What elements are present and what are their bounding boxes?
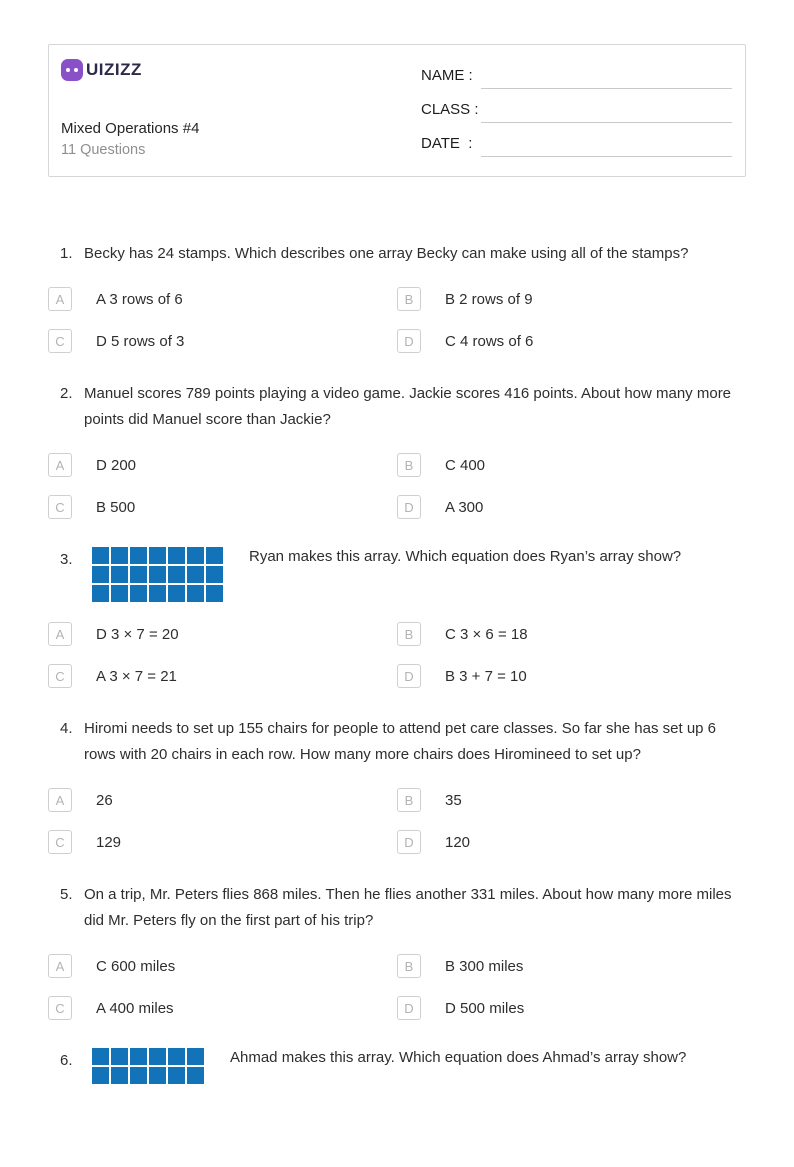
student-info-fields	[421, 55, 732, 157]
question-2	[48, 381, 746, 519]
question-number: 6.	[60, 1052, 73, 1069]
question-3	[48, 547, 746, 688]
option-text: B 300 miles	[445, 957, 524, 975]
option	[48, 495, 397, 519]
option-text: 120	[445, 833, 471, 851]
option-text: 35	[445, 791, 462, 809]
option-letter-box: B	[397, 788, 421, 812]
question-number: 3.	[60, 551, 73, 568]
option	[48, 788, 397, 812]
option	[397, 954, 746, 978]
option	[397, 996, 746, 1020]
option-text: D 5 rows of 3	[96, 332, 185, 350]
quizizz-logo-text: UIZIZZ	[86, 60, 142, 79]
option-letter-box: D	[397, 996, 421, 1020]
option-text: A 300	[445, 498, 484, 516]
question-3-row	[48, 547, 746, 602]
option-text: C 4 rows of 6	[445, 332, 534, 350]
class-field-row	[421, 89, 732, 123]
question-number: 4.	[60, 720, 73, 737]
option	[48, 287, 397, 311]
option-letter-box: A	[48, 788, 72, 812]
option-text: C 400	[445, 456, 486, 474]
question-text: Manuel scores 789 points playing a video game. Jackie scores 416 points. About how many more points did Manuel score than Jackie?	[84, 385, 732, 428]
option	[48, 830, 397, 854]
question-4	[48, 716, 746, 854]
option-text: D 3 × 7 = 20	[96, 625, 179, 643]
option-letter-box: C	[48, 996, 72, 1020]
option	[48, 453, 397, 477]
question-text: Becky has 24 stamps. Which describes one array Becky can make using all of the stamps?	[84, 245, 689, 262]
option-text: C 600 miles	[96, 957, 176, 975]
option-text: B 3 + 7 = 10	[445, 667, 527, 685]
option-letter-box: D	[397, 329, 421, 353]
question-number: 2.	[60, 385, 73, 402]
option-text: B 500	[96, 498, 136, 516]
quizizz-logo-icon	[61, 59, 83, 81]
question-1-row	[48, 241, 746, 267]
option-letter-box: D	[397, 495, 421, 519]
quiz-question-count: 11 Questions	[61, 142, 146, 158]
worksheet-page	[0, 44, 794, 1084]
option-text: D 200	[96, 456, 137, 474]
question-content	[84, 547, 746, 602]
option-letter-box: A	[48, 453, 72, 477]
option	[48, 622, 397, 646]
class-field-line	[481, 122, 732, 123]
option-letter-box: C	[48, 830, 72, 854]
question-text: Ryan makes this array. Which equation does Ryan’s array show?	[249, 548, 682, 565]
question-3-options	[48, 622, 746, 688]
option	[397, 329, 746, 353]
question-4-row	[48, 716, 746, 768]
question-5-options	[48, 954, 746, 1020]
date-field-label: DATE :	[421, 135, 473, 152]
option-text: 26	[96, 791, 113, 809]
option-text: C 3 × 6 = 18	[445, 625, 528, 643]
option-letter-box: D	[397, 664, 421, 688]
option-letter-box: C	[48, 329, 72, 353]
option-letter-box: B	[397, 453, 421, 477]
option	[48, 996, 397, 1020]
option	[397, 788, 746, 812]
question-6-row	[48, 1048, 746, 1084]
question-1-options	[48, 287, 746, 353]
option-letter-box: A	[48, 287, 72, 311]
question-number: 5.	[60, 886, 73, 903]
question-content	[84, 1048, 746, 1084]
question-5-row	[48, 882, 746, 934]
date-field-line	[481, 156, 732, 157]
name-field-row	[421, 55, 732, 89]
class-field-label: CLASS :	[421, 101, 479, 118]
question-5	[48, 882, 746, 1020]
question-text: Hiromi needs to set up 155 chairs for people to attend pet care classes. So far she has set up 6 rows with 20 chairs in each row. How many more chairs does Hiromineed to set up?	[84, 720, 717, 763]
question-6	[48, 1048, 746, 1084]
option	[397, 830, 746, 854]
option-letter-box: C	[48, 495, 72, 519]
option-letter-box: B	[397, 622, 421, 646]
option-letter-box: C	[48, 664, 72, 688]
option	[397, 495, 746, 519]
option-letter-box: A	[48, 954, 72, 978]
question-1	[48, 241, 746, 353]
option	[397, 287, 746, 311]
array-image	[92, 1048, 204, 1084]
option-letter-box: B	[397, 287, 421, 311]
option	[397, 664, 746, 688]
option-text: A 3 × 7 = 21	[96, 667, 177, 685]
quiz-title: Mixed Operations #4	[61, 120, 200, 137]
array-image	[92, 547, 223, 602]
option	[397, 453, 746, 477]
option	[48, 954, 397, 978]
option-text: A 400 miles	[96, 999, 174, 1017]
name-field-label: NAME :	[421, 67, 473, 84]
option	[48, 664, 397, 688]
option-text: 129	[96, 833, 122, 851]
option-text: B 2 rows of 9	[445, 290, 533, 308]
option	[48, 329, 397, 353]
question-text: Ahmad makes this array. Which equation does Ahmad’s array show?	[230, 1049, 687, 1066]
question-4-options	[48, 788, 746, 854]
header	[48, 44, 746, 177]
question-number: 1.	[60, 245, 73, 262]
question-2-row	[48, 381, 746, 433]
name-field-line	[481, 88, 732, 89]
question-2-options	[48, 453, 746, 519]
option-text: A 3 rows of 6	[96, 290, 183, 308]
question-text: On a trip, Mr. Peters flies 868 miles. Then he flies another 331 miles. About how many more miles did Mr. Peters fly on the first part of his trip?	[84, 886, 732, 929]
option-text: D 500 miles	[445, 999, 525, 1017]
option-letter-box: A	[48, 622, 72, 646]
option	[397, 622, 746, 646]
option-letter-box: D	[397, 830, 421, 854]
option-letter-box: B	[397, 954, 421, 978]
date-field-row	[421, 123, 732, 157]
